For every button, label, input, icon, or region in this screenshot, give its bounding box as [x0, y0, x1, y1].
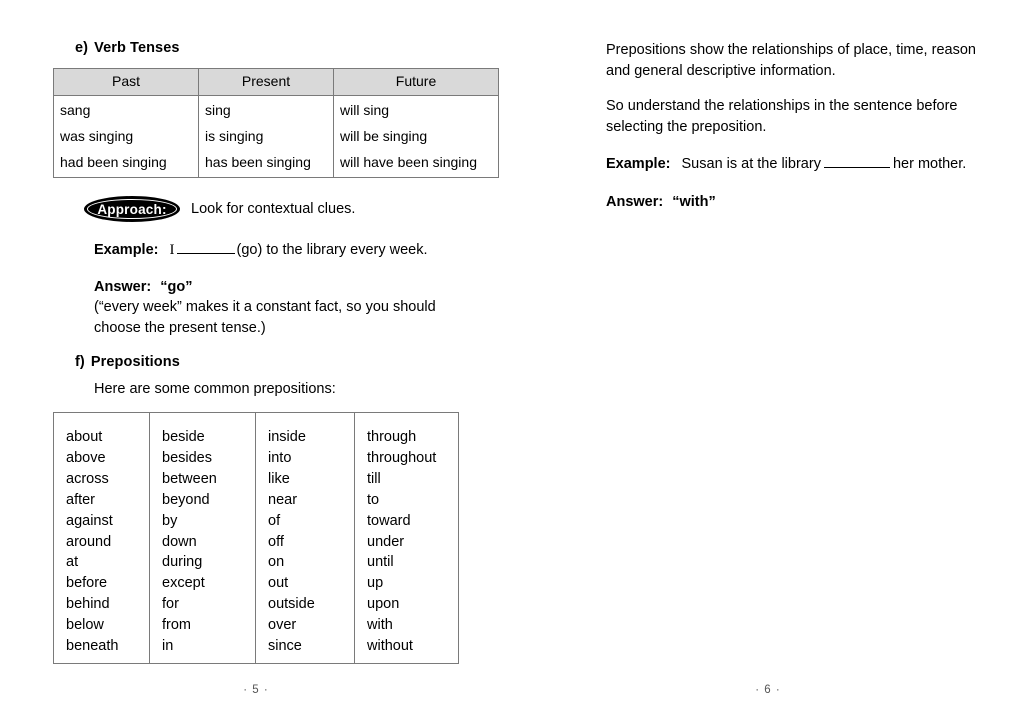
list-item: beyond [162, 491, 210, 508]
prepositions-column-4 [355, 413, 460, 663]
cell-present-1: sing [199, 96, 334, 125]
cell-future-1: will sing [334, 96, 499, 125]
approach-row [84, 196, 355, 222]
answer-explanation: (“every week” makes it a constant fact, so you should choose the present tense.) [94, 299, 436, 337]
list-item: under [367, 533, 405, 550]
list-item: on [268, 554, 285, 571]
list-item: beside [162, 429, 205, 445]
section-heading-verb-tenses [75, 40, 180, 56]
prepositions-advice-paragraph: So understand the relationships in the sentence before selecting the preposition. [606, 98, 958, 136]
list-item: after [66, 491, 96, 508]
list-item: to [367, 491, 380, 508]
list-item: through [367, 429, 417, 445]
example-sentence-end: her mother. [892, 156, 967, 172]
section-title-prepositions: Prepositions [90, 354, 180, 370]
list-item: between [162, 470, 217, 487]
example-blank-right [824, 155, 890, 168]
example-remainder: (go) to the library every week. [236, 242, 428, 258]
section-heading-prepositions [75, 354, 180, 370]
prepositions-column-1 [54, 413, 150, 663]
list-item: into [268, 449, 292, 466]
list-item: beneath [66, 638, 119, 655]
table-header-row [54, 69, 499, 96]
answer-line-left [94, 277, 192, 298]
list-item: above [66, 449, 106, 466]
list-item: without [367, 638, 413, 655]
list-item: below [66, 617, 104, 634]
prepositions-table [53, 412, 459, 664]
list-item: by [162, 512, 178, 529]
list-item: inside [268, 429, 306, 445]
list-item: except [162, 575, 205, 592]
list-item: about [66, 429, 103, 445]
example-label-right: Example: [606, 156, 671, 172]
column-header-past: Past [54, 69, 199, 96]
list-item: till [367, 470, 381, 487]
list-item: before [66, 575, 108, 592]
list-item: like [268, 470, 290, 487]
page-number-left: · 5 · [243, 684, 269, 696]
list-item: throughout [367, 449, 437, 466]
answer-value-right: “with” [672, 194, 716, 210]
list-item: up [367, 575, 384, 592]
approach-text: Look for contextual clues. [191, 201, 356, 217]
cell-present-2: is singing [199, 124, 334, 150]
cell-present-3: has been singing [199, 150, 334, 178]
list-item: until [367, 554, 394, 571]
example-sentence-start: Susan is at the library [681, 156, 821, 172]
list-item: from [162, 617, 191, 634]
example-label: Example: [94, 242, 159, 258]
list-item: across [66, 470, 109, 487]
answer-line-right [606, 192, 716, 213]
answer-value: “go” [160, 279, 193, 295]
list-item: with [367, 617, 393, 634]
list-item: near [268, 491, 298, 508]
list-item: of [268, 512, 281, 529]
example-line-right [606, 154, 966, 175]
example-blank [177, 241, 235, 254]
table-row [54, 150, 499, 178]
verb-tenses-table [53, 68, 499, 178]
section-marker-e: e) [75, 40, 89, 56]
list-item: off [268, 533, 284, 550]
list-item: toward [367, 512, 411, 529]
example-line-left [94, 240, 428, 261]
section-title-verb-tenses: Verb Tenses [94, 40, 180, 56]
cell-past-2: was singing [54, 124, 199, 150]
section-marker-f: f) [75, 354, 85, 370]
list-item: since [268, 638, 302, 655]
cell-future-3: will have been singing [334, 150, 499, 178]
list-item: around [66, 533, 112, 550]
cell-past-3: had been singing [54, 150, 199, 178]
column-header-future: Future [334, 69, 499, 96]
list-item: against [66, 512, 113, 529]
list-item: down [162, 533, 197, 550]
page-number-right: · 6 · [755, 684, 781, 696]
answer-label: Answer: [94, 279, 152, 295]
approach-badge-label: Approach: [97, 201, 167, 217]
list-item: in [162, 638, 174, 655]
page-right [512, 0, 1024, 724]
list-item: behind [66, 596, 110, 613]
prepositions-definition-paragraph: Prepositions show the relationships of place, time, reason and general descriptive information. [606, 42, 976, 80]
prepositions-intro: Here are some common prepositions: [94, 381, 336, 397]
cell-past-1: sang [54, 96, 199, 125]
list-item: upon [367, 596, 400, 613]
answer-label-right: Answer: [606, 194, 664, 210]
table-row [54, 124, 499, 150]
list-item: over [268, 617, 297, 634]
list-item: for [162, 596, 179, 613]
cell-future-2: will be singing [334, 124, 499, 150]
table-row [54, 96, 499, 125]
list-item: outside [268, 596, 315, 613]
list-item: besides [162, 449, 212, 466]
approach-badge [84, 196, 180, 222]
list-item: out [268, 575, 289, 592]
prepositions-column-3 [256, 413, 355, 663]
example-subject: I [169, 242, 175, 258]
column-header-present: Present [199, 69, 334, 96]
list-item: at [66, 554, 79, 571]
prepositions-column-2 [150, 413, 256, 663]
list-item: during [162, 554, 203, 571]
